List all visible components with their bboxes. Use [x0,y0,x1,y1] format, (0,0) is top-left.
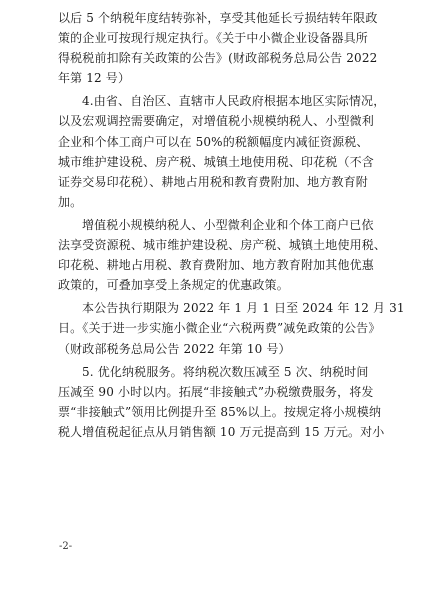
text-line: 票“非接触式”领用比例提升至 85%以上。按规定将小规模纳 [58,404,382,419]
text-line: 加。 [58,194,83,209]
text-line: 税人增值税起征点从月销售额 10 万元提高到 15 万元。对小 [58,424,385,439]
text-line: 企业和个体工商户可以在 50%的税额幅度内减征资源税、 [58,134,369,149]
text-line: 策的企业可按现行规定执行。《关于中小微企业设备器具所 [58,31,368,46]
text-line: 本公告执行期限为 2022 年 1 月 1 日至 2024 年 12 月 31 [82,301,405,316]
paragraph-item-4 [58,91,386,212]
text-line: 以及宏观调控需要确定，对增值税小规模纳税人、小型微利 [58,114,374,129]
paragraph-stacking [58,215,387,295]
text-line: 政策的，可叠加享受上条规定的优惠政策。 [58,278,289,293]
text-line: 4.由省、自治区、直辖市人民政府根据本地区实际情况， [82,94,386,109]
paragraph-validity [58,298,405,358]
page-number: -2- [59,541,73,552]
text-line: 证券交易印花税）、耕地占用税和教育费附加、地方教育附 [58,174,368,189]
text-line: 城市维护建设税、房产税、城镇土地使用税、印花税（不含 [58,154,374,169]
paragraph-item-5 [58,362,385,442]
text-line: 增值税小规模纳税人、小型微利企业和个体工商户已依 [82,217,374,232]
text-line: 得税税前扣除有关政策的公告》(财政部税务总局公告 2022 [58,51,378,66]
text-line: （财政部税务总局公告 2022 年第 10 号） [58,341,291,356]
text-line: 日。《关于进一步实施小微企业“六税两费”减免政策的公告》 [58,321,381,336]
text-line: 印花税、耕地占用税、教育费附加、地方教育附加其他优惠 [58,258,374,273]
paragraph-carryover [58,8,378,88]
text-line: 法享受资源税、城市维护建设税、房产税、城镇土地使用税、 [58,238,387,253]
text-line: 压减至 90 小时以内。拓展“非接触式”办税缴费服务，将发 [58,384,374,399]
text-line: 以后 5 个纳税年度结转弥补，享受其他延长亏损结转年限政 [58,11,378,25]
text-line: 年第 12 号） [58,71,131,86]
text-line: 5. 优化纳税服务。将纳税次数压减至 5 次、纳税时间 [82,364,369,379]
